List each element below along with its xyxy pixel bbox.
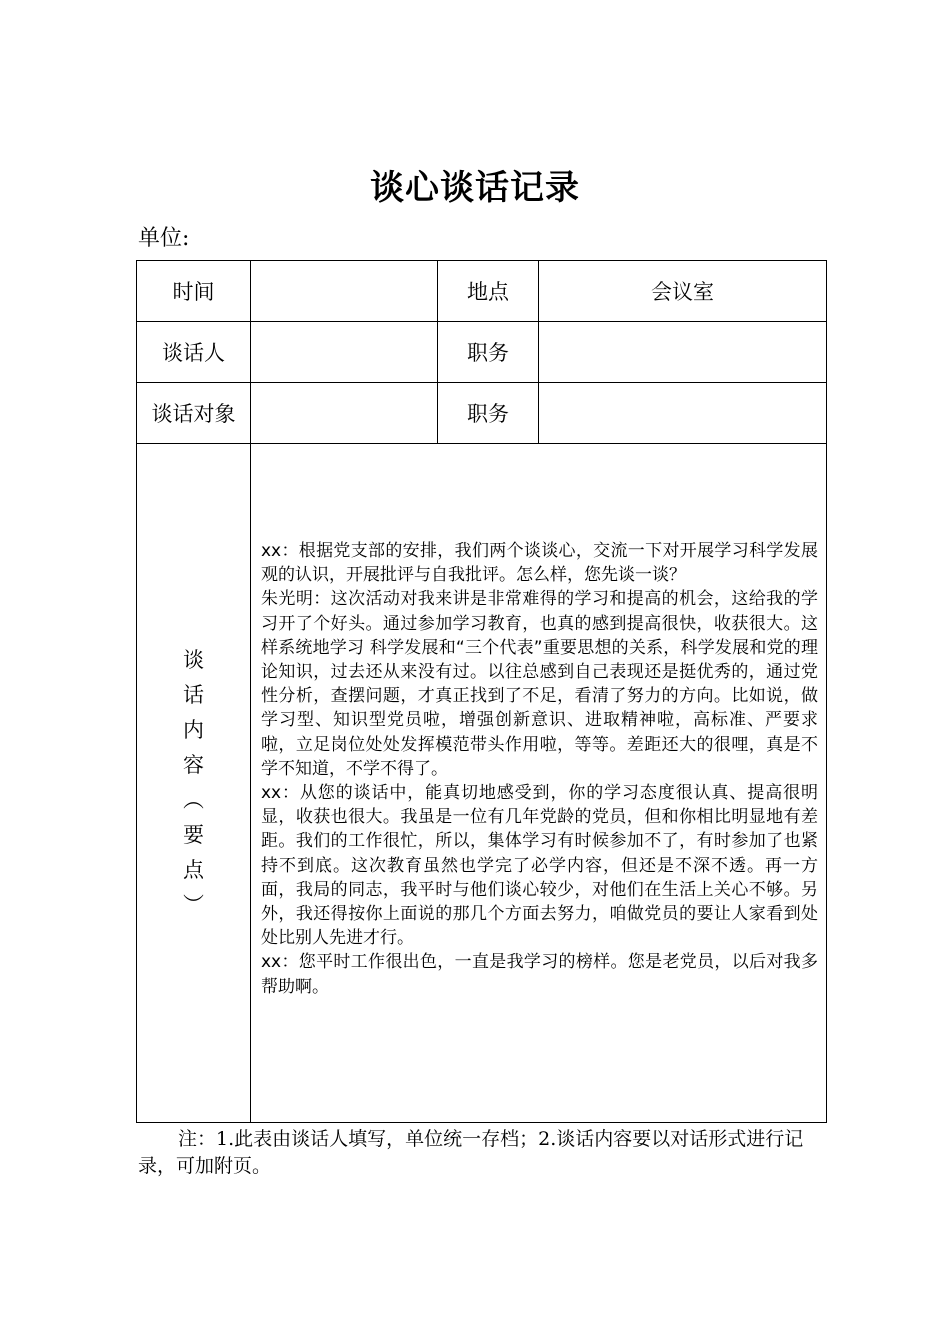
speaker-label: 谈话人 <box>137 322 251 383</box>
footnote-text: 注：1.此表由谈话人填写，单位统一存档；2.谈话内容要以对话形式进行记录，可加附页。 <box>138 1128 804 1177</box>
content-cell <box>251 444 827 1123</box>
content-label-char: ︵ <box>183 788 204 812</box>
conversation-paragraph: xx：您平时工作很出色，一直是我学习的榜样。您是老党员，以后对我多帮助啊。 <box>261 952 818 997</box>
time-label: 时间 <box>137 261 251 322</box>
time-value <box>251 261 438 322</box>
content-label-char: 容 <box>183 753 204 777</box>
content-label-char: ︶ <box>183 893 204 917</box>
target-label: 谈话对象 <box>137 383 251 444</box>
footnote <box>138 1126 828 1180</box>
place-value: 会议室 <box>539 261 827 322</box>
target-position-value <box>539 383 827 444</box>
talk-record-form <box>136 260 827 1123</box>
target-value <box>251 383 438 444</box>
content-label-char: 内 <box>183 718 204 742</box>
conversation-paragraph: 朱光明：这次活动对我来讲是非常难得的学习和提高的机会，这给我的学习开了个好头。通过参加学习教育，也真的感到提高很快，收获很大。这样系统地学习 科学发展和“三个代表”重要思想的关系，科学发展和党的理论知识，过去还从来没有过。以往总感到自己表现还是挺优秀的，通过党性分析，查摆问题，才真正找到了不足，看清了努力的方向。比如说，做学习型、知识型党员啦，增强创新意识、进取精神啦，高标准、严要求啦，立足岗位处处发挥模范带头作用啦，等等。差距还大的很哩，真是不学不知道，不学不得了。 <box>261 589 818 779</box>
place-label: 地点 <box>438 261 539 322</box>
unit-label: 单位: <box>138 226 190 251</box>
content-label-char: 谈 <box>183 648 204 672</box>
speaker-position-label: 职务 <box>438 322 539 383</box>
speaker-value <box>251 322 438 383</box>
content-label-char: 话 <box>183 683 204 707</box>
speaker-position-value <box>539 322 827 383</box>
target-position-label: 职务 <box>438 383 539 444</box>
content-label-char: 要 <box>183 823 204 847</box>
content-label-char: 点 <box>183 858 204 882</box>
content-label <box>137 444 251 1123</box>
conversation-paragraph: xx：从您的谈话中，能真切地感受到，你的学习态度很认真、提高很明显，收获也很大。我虽是一位有几年党龄的党员，但和你相比明显地有差距。我们的工作很忙，所以，集体学习有时候参加不了，有时参加了也紧持不到底。这次教育虽然也学完了必学内容，但还是不深不透。再一方面，我局的同志，我平时与他们谈心较少，对他们在生活上关心不够。另外，我还得按你上面说的那几个方面去努力，咱做党员的要让人家看到处处比别人先进才行。 <box>261 783 818 949</box>
conversation-content <box>251 444 826 999</box>
document-title: 谈心谈话记录 <box>370 168 580 208</box>
conversation-paragraph: xx：根据党支部的安排，我们两个谈谈心，交流一下对开展学习科学发展观的认识，开展批评与自我批评。怎么样，您先谈一谈？ <box>261 541 818 586</box>
